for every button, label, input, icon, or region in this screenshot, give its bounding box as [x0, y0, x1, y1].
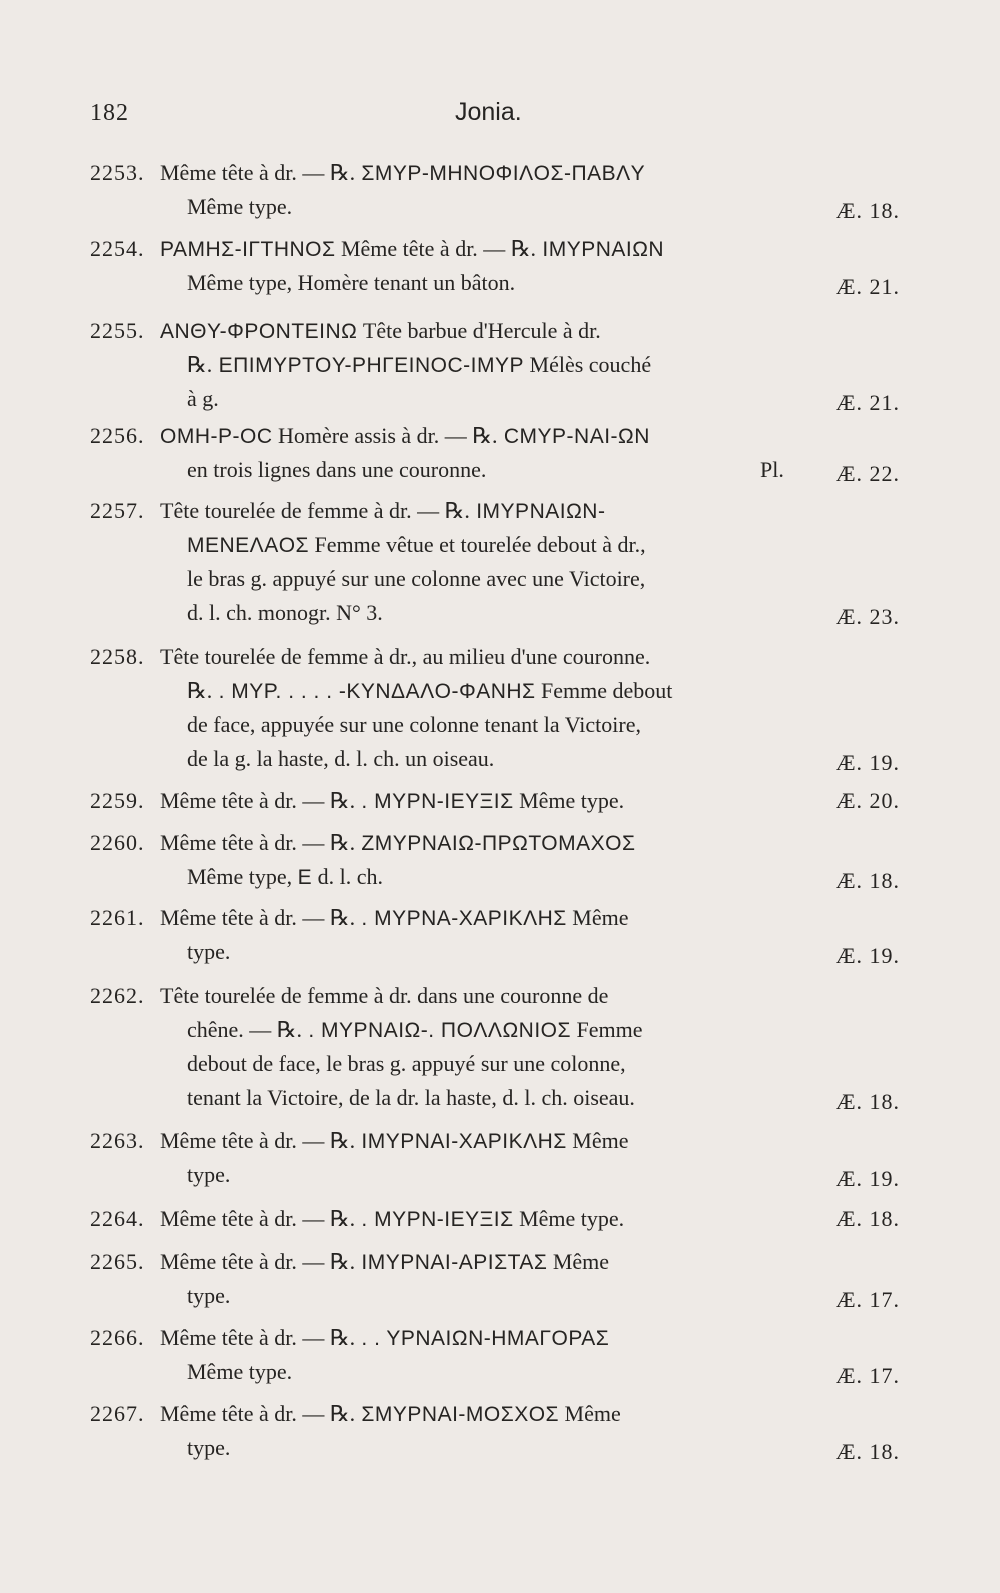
- entry-number: 2260.: [90, 830, 145, 855]
- greek-legend: MENEΛAOΣ: [187, 534, 310, 557]
- entry-line: [160, 1206, 624, 1232]
- reverse-symbol: ℞.: [329, 1206, 356, 1231]
- entry-line: [187, 678, 672, 704]
- entry-number: 2266.: [90, 1325, 145, 1350]
- metal-size: Æ. 20.: [835, 788, 900, 813]
- metal-size: Æ. 18.: [835, 198, 900, 223]
- entry-line: [187, 864, 383, 890]
- greek-legend: . MYPN-IEYΞIΣ: [355, 790, 514, 813]
- greek-legend: IMYPNAIΩN: [536, 238, 665, 261]
- description-text: Même tête à dr. —: [160, 1249, 330, 1274]
- greek-legend: . MYP. . . . . -KYNΔAΛO-ΦANHΣ: [212, 680, 536, 703]
- entry-number: 2258.: [90, 644, 145, 669]
- entry-line: [160, 1325, 609, 1351]
- entry-line: [187, 1162, 230, 1188]
- entry-number: 2256.: [90, 423, 145, 448]
- entry-line: [187, 600, 383, 626]
- description-text: Même tête à dr. —: [160, 905, 330, 930]
- description-text: Même tête à dr. —: [160, 1401, 330, 1426]
- description-text: Tête tourelée de femme à dr., au milieu d'une couronne.: [160, 644, 651, 669]
- entry-number: 2265.: [90, 1249, 145, 1274]
- entry-line: [160, 236, 664, 262]
- reverse-symbol: ℞.: [329, 160, 356, 185]
- entry-line: [187, 1435, 230, 1461]
- description-text: de la g. la haste, d. l. ch. un oiseau.: [187, 746, 495, 771]
- description-text: Même type,: [187, 864, 298, 889]
- reverse-symbol: ℞.: [329, 1249, 356, 1274]
- entry-line: [187, 1051, 626, 1077]
- description-text: type.: [187, 1283, 231, 1308]
- metal-size: Æ. 18.: [835, 1089, 900, 1114]
- greek-legend: ΣMYP-MHNOΦIΛOΣ-ΠABΛY: [355, 162, 646, 185]
- description-text: Même: [547, 1249, 610, 1274]
- greek-legend: IMYPNAIΩN-: [469, 500, 606, 523]
- description-text: Même: [566, 1128, 629, 1153]
- entry-line: [187, 566, 645, 592]
- description-text: Même type.: [513, 788, 625, 813]
- entry-line: [187, 746, 494, 772]
- greek-legend: IMYPNAI-XAPIKΛHΣ: [355, 1130, 567, 1153]
- entry-line: [187, 939, 230, 965]
- metal-size: Æ. 19.: [835, 750, 900, 775]
- metal-size: Æ. 17.: [835, 1287, 900, 1312]
- entry-line: [160, 160, 645, 186]
- greek-legend: . MYPN-IEYΞIΣ: [355, 1208, 514, 1231]
- entry-line: [187, 352, 651, 378]
- greek-legend: ΣMYPNAI-MOΣXOΣ: [355, 1403, 560, 1426]
- description-text: Même type.: [187, 1359, 293, 1384]
- description-text: d. l. ch. monogr. N° 3.: [187, 600, 383, 625]
- metal-size: Æ. 19.: [835, 1166, 900, 1191]
- description-text: Même tête à dr. —: [160, 830, 330, 855]
- entry-number: 2261.: [90, 905, 145, 930]
- greek-legend: PAMHΣ-IΓTHNOΣ: [160, 238, 336, 261]
- entry-line: [187, 1085, 635, 1111]
- description-text: Tête tourelée de femme à dr. —: [160, 498, 445, 523]
- description-text: Même type.: [513, 1206, 625, 1231]
- page-number: 182: [90, 100, 129, 126]
- description-text: Même tête à dr. —: [160, 1128, 330, 1153]
- metal-size: Æ. 21.: [835, 274, 900, 299]
- description-text: Même type, Homère tenant un bâton.: [187, 270, 516, 295]
- entry-number: 2253.: [90, 160, 145, 185]
- entry-line: [187, 712, 641, 738]
- description-text: Même: [566, 905, 629, 930]
- reverse-symbol: ℞.: [187, 678, 213, 703]
- description-text: Tête barbue d'Hercule à dr.: [357, 318, 601, 343]
- entry-line: [160, 1401, 621, 1427]
- entry-line: [187, 1017, 642, 1043]
- reverse-symbol: ℞.: [329, 830, 356, 855]
- metal-size: Æ. 21.: [835, 390, 900, 415]
- entry-number: 2255.: [90, 318, 145, 343]
- reverse-symbol: ℞.: [444, 498, 470, 523]
- reverse-symbol: ℞.: [276, 1017, 303, 1042]
- entry-number: 2267.: [90, 1401, 145, 1426]
- entry-line: [160, 905, 629, 931]
- reverse-symbol: ℞.: [329, 1325, 356, 1350]
- description-text: le bras g. appuyé sur une colonne avec une Victoire,: [187, 566, 646, 591]
- entry-line: [160, 644, 650, 670]
- entry-line: [160, 983, 608, 1009]
- description-text: de face, appuyée sur une colonne tenant la Victoire,: [187, 712, 641, 737]
- entry-line: [187, 270, 515, 296]
- description-text: Même tête à dr. —: [160, 1325, 330, 1350]
- description-text: Même tête à dr. —: [160, 160, 330, 185]
- metal-size: Æ. 22.: [835, 461, 900, 486]
- entry-line: [187, 1283, 230, 1309]
- description-text: Femme debout: [535, 678, 673, 703]
- reverse-symbol: ℞.: [329, 905, 356, 930]
- reverse-symbol: ℞.: [472, 423, 498, 448]
- entry-number: 2262.: [90, 983, 145, 1008]
- entry-number: 2259.: [90, 788, 145, 813]
- greek-legend: OMH-P-OC: [160, 425, 273, 448]
- metal-size: Æ. 18.: [835, 868, 900, 893]
- metal-size: Æ. 23.: [835, 604, 900, 629]
- greek-legend: EΠIMYPTOY-PHΓEINOC-IMYP: [212, 354, 525, 377]
- reverse-symbol: ℞.: [329, 1401, 356, 1426]
- greek-legend: . MYPNAIΩ-. ΠOΛΛΩNIOΣ: [302, 1019, 571, 1042]
- greek-legend: ZMYPNAIΩ-ΠPΩTOMAXOΣ: [355, 832, 636, 855]
- greek-legend: . MYPNA-XAPIKΛHΣ: [355, 907, 567, 930]
- entry-line: [187, 457, 486, 483]
- greek-legend: CMYP-NAI-ΩN: [497, 425, 650, 448]
- reverse-symbol: ℞.: [510, 236, 537, 261]
- description-text: Même tête à dr. —: [160, 788, 330, 813]
- description-text: à g.: [187, 386, 219, 411]
- entry-number: 2254.: [90, 236, 145, 261]
- metal-size: Æ. 17.: [835, 1363, 900, 1388]
- description-text: Même tête à dr. —: [335, 236, 511, 261]
- entry-line: [187, 532, 646, 558]
- entry-number: 2263.: [90, 1128, 145, 1153]
- plate-reference: Pl.: [760, 457, 784, 482]
- description-text: chêne. —: [187, 1017, 277, 1042]
- metal-size: Æ. 18.: [835, 1439, 900, 1464]
- entry-line: [160, 1128, 629, 1154]
- metal-size: Æ. 18.: [835, 1206, 900, 1231]
- greek-legend: ANΘY-ΦPONTEINΩ: [160, 320, 358, 343]
- metal-size: Æ. 19.: [835, 943, 900, 968]
- description-text: tenant la Victoire, de la dr. la haste, d. l. ch. oiseau.: [187, 1085, 635, 1110]
- entry-line: [187, 194, 292, 220]
- entry-line: [160, 318, 601, 344]
- entry-line: [160, 830, 635, 856]
- description-text: Même tête à dr. —: [160, 1206, 330, 1231]
- description-text: Femme: [570, 1017, 643, 1042]
- description-text: Même: [559, 1401, 621, 1426]
- entry-line: [187, 1359, 292, 1385]
- description-text: Femme vêtue et tourelée debout à dr.,: [309, 532, 646, 557]
- description-text: Mélès couché: [524, 352, 652, 377]
- description-text: type.: [187, 1435, 231, 1460]
- entry-line: [160, 788, 624, 814]
- description-text: d. l. ch.: [312, 864, 383, 889]
- greek-legend: . . YPNAIΩN-HMAΓOPAΣ: [355, 1327, 610, 1350]
- reverse-symbol: ℞.: [329, 788, 356, 813]
- description-text: Même type.: [187, 194, 293, 219]
- reverse-symbol: ℞.: [187, 352, 213, 377]
- description-text: type.: [187, 1162, 231, 1187]
- running-head: Jonia.: [455, 98, 522, 126]
- entry-number: 2264.: [90, 1206, 145, 1231]
- description-text: Homère assis à dr. —: [272, 423, 473, 448]
- entry-line: [160, 1249, 609, 1275]
- description-text: Tête tourelée de femme à dr. dans une couronne de: [160, 983, 609, 1008]
- description-text: en trois lignes dans une couronne.: [187, 457, 487, 482]
- entry-line: [160, 423, 650, 449]
- reverse-symbol: ℞.: [329, 1128, 356, 1153]
- entry-line: [160, 498, 605, 524]
- greek-legend: IMYPNAI-APIΣTAΣ: [355, 1251, 548, 1274]
- description-text: debout de face, le bras g. appuyé sur une colonne,: [187, 1051, 626, 1076]
- description-text: type.: [187, 939, 231, 964]
- entry-number: 2257.: [90, 498, 145, 523]
- entry-line: [187, 386, 219, 412]
- greek-legend: E: [297, 866, 313, 889]
